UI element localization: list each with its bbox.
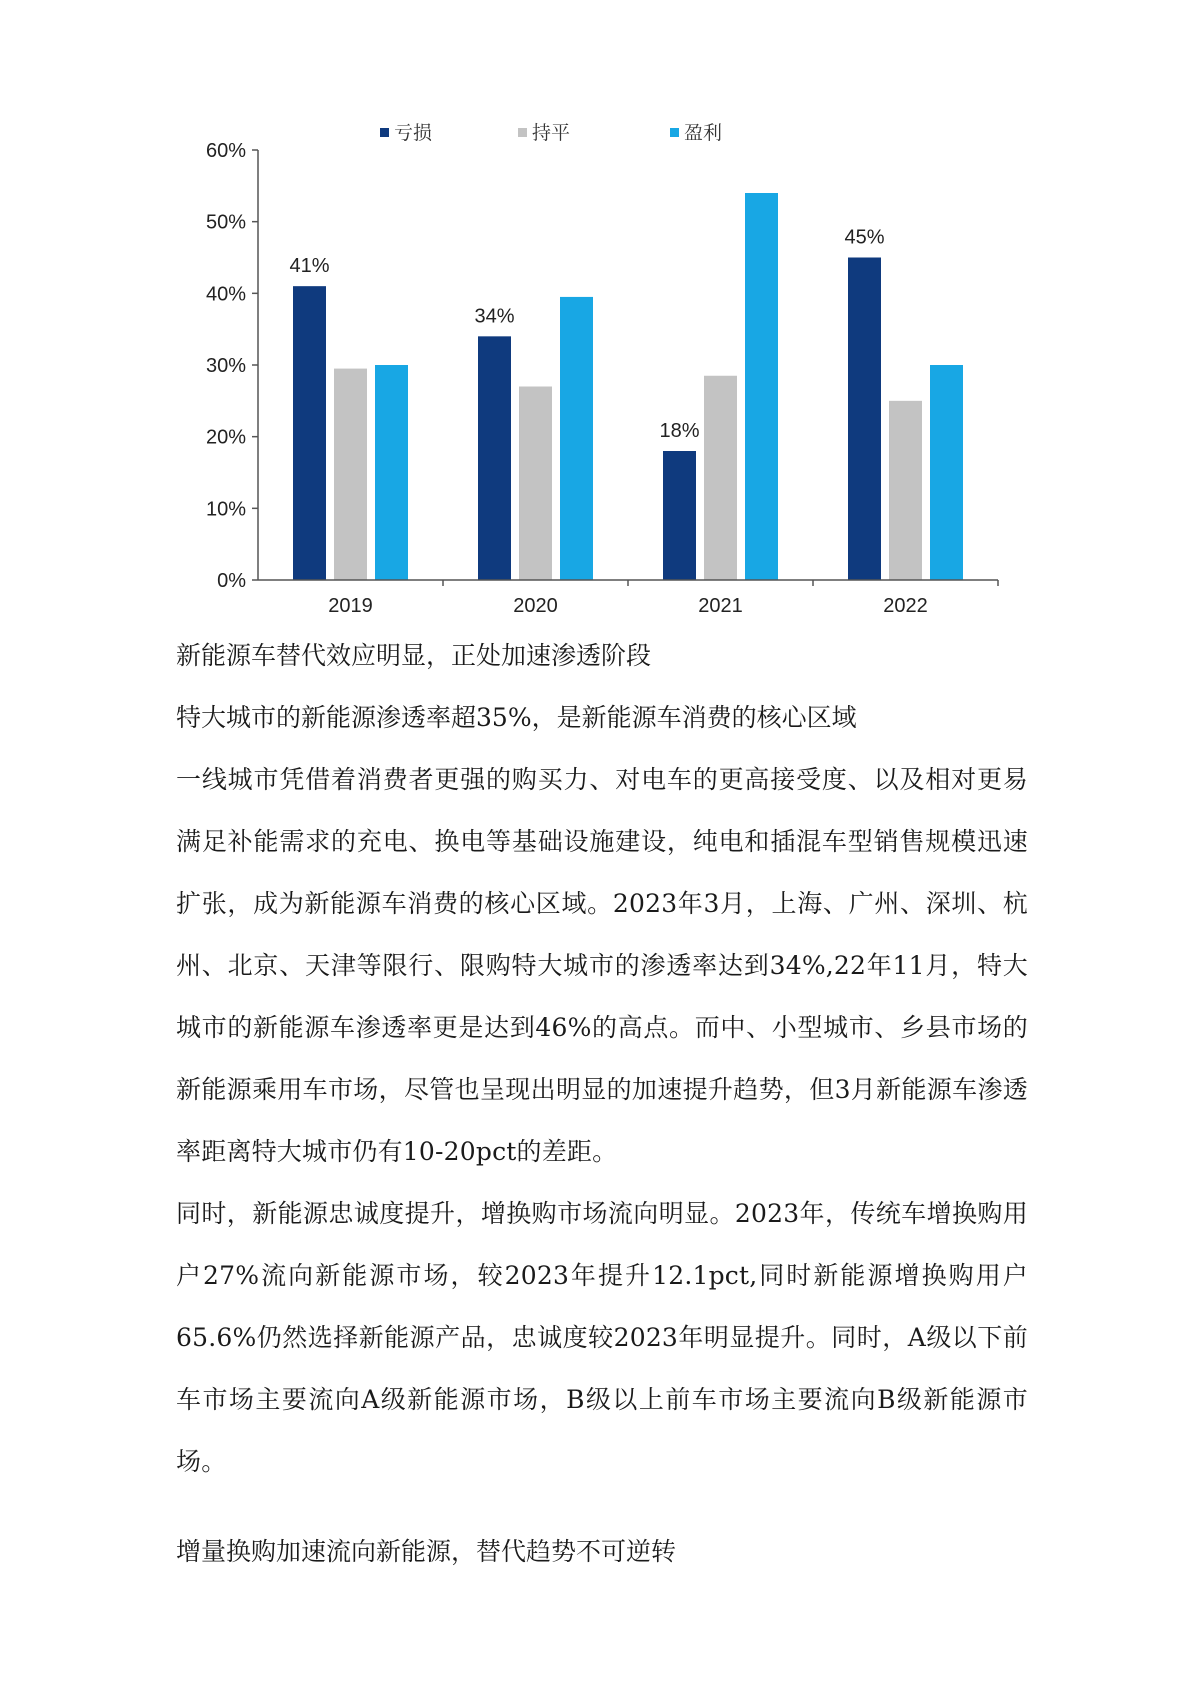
- y-tick-label: 30%: [205, 355, 246, 377]
- legend-label: 盈利: [684, 123, 723, 144]
- legend-swatch: [670, 128, 679, 137]
- body-paragraph-1: 一线城市凭借着消费者更强的购买力、对电车的更高接受度、以及相对更易满足补能需求的充电、换电等基础设施建设，纯电和插混车型销售规模迅速扩张，成为新能源车消费的核心区域。2023年3月，上海、广州、深圳、杭州、北京、天津等限行、限购特大城市的渗透率达到34%,22年11月，特大城市的新能源车渗透率更是达到46%的高点。而中、小型城市、乡县市场的新能源乘用车市场，尽管也呈现出明显的加速提升趋势，但3月新能源车渗透率距离特大城市仍有10-20pct的差距。: [176, 765, 1028, 1166]
- y-tick-label: 10%: [205, 498, 246, 521]
- y-tick-label: 40%: [205, 283, 246, 306]
- data-label: 45%: [844, 226, 885, 249]
- data-label: 41%: [289, 255, 330, 278]
- bar-2021-3: [745, 193, 778, 580]
- bar-2021-1: [663, 451, 696, 580]
- bar-2022-1: [848, 258, 881, 581]
- bar-2019-3: [375, 365, 408, 580]
- data-label: 34%: [474, 305, 515, 328]
- section-title: 特大城市的新能源渗透率超35%，是新能源车消费的核心区域: [176, 703, 857, 732]
- y-tick-label: 50%: [205, 211, 246, 234]
- bar-2022-2: [889, 401, 922, 580]
- bar-2020-1: [478, 336, 511, 580]
- x-axis: [258, 580, 998, 617]
- bar-2021-2: [704, 376, 737, 580]
- x-tick-label: 2020: [513, 595, 558, 617]
- closing-title: 增量换购加速流向新能源，替代趋势不可逆转: [176, 1537, 677, 1566]
- bar-2022-3: [930, 365, 963, 580]
- bar-2020-2: [519, 387, 552, 581]
- bar-2019-2: [334, 369, 367, 580]
- bar-chart: [180, 118, 1020, 638]
- y-tick-label: 60%: [205, 140, 246, 162]
- y-tick-label: 0%: [217, 570, 246, 592]
- bar-2019-1: [293, 286, 326, 580]
- y-axis: [206, 140, 258, 592]
- legend-label: 持平: [532, 123, 571, 144]
- y-tick-label: 20%: [205, 426, 246, 449]
- legend-swatch: [518, 128, 527, 137]
- body-paragraph-2: 同时，新能源忠诚度提升，增换购市场流向明显。2023年，传统车增换购用户27%流向新能源市场，较2023年提升12.1pct,同时新能源增换购用户65.6%仍然选择新能源产品，忠诚度较2023年明显提升。同时，A级以下前车市场主要流向A级新能源市场，B级以上前车市场主要流向B级新能源市场。: [176, 1199, 1028, 1476]
- legend-label: 亏损: [394, 123, 433, 144]
- data-label: 18%: [659, 420, 700, 442]
- legend-swatch: [380, 128, 389, 137]
- figure-caption: 新能源车替代效应明显，正处加速渗透阶段: [176, 641, 652, 670]
- chart-legend: [380, 122, 722, 144]
- bar-2020-3: [560, 297, 593, 580]
- x-tick-label: 2022: [883, 595, 928, 617]
- x-tick-label: 2021: [698, 595, 743, 617]
- x-tick-label: 2019: [328, 595, 373, 617]
- chart-bars: [293, 193, 963, 580]
